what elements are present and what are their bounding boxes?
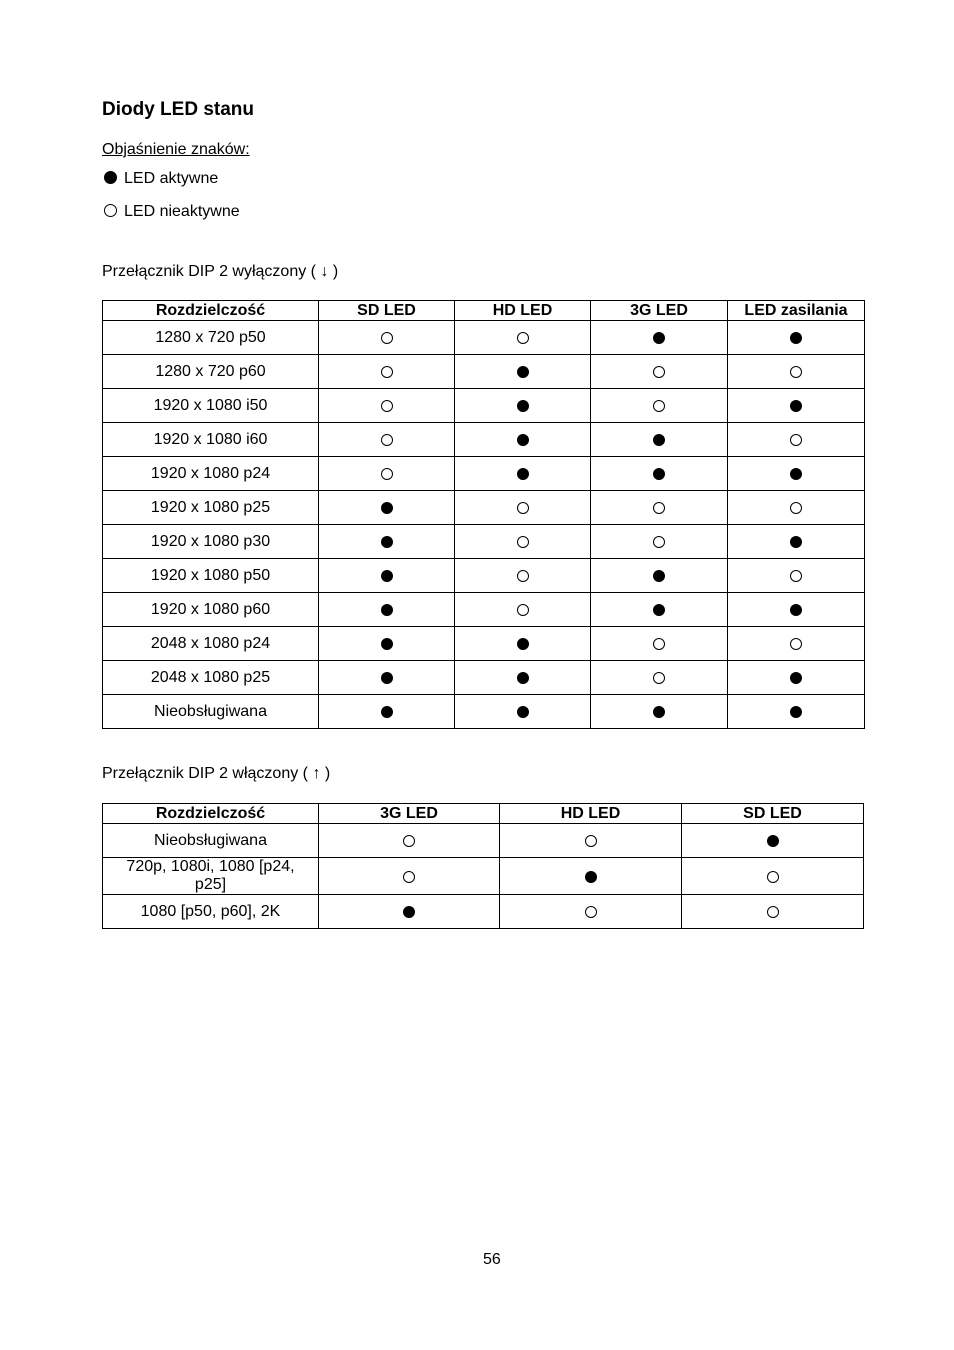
led-off-icon	[381, 366, 393, 378]
led-off-icon	[381, 400, 393, 412]
table-head	[103, 804, 864, 824]
table-body	[103, 321, 865, 729]
led-cell	[591, 355, 728, 389]
led-off-icon	[790, 502, 802, 514]
led-on-icon	[767, 835, 779, 847]
led-cell	[728, 627, 865, 661]
led-on-icon	[381, 502, 393, 514]
led-off-icon	[790, 434, 802, 446]
led-cell	[319, 824, 500, 858]
legend-label: LED aktywne	[124, 170, 219, 187]
led-cell	[682, 824, 864, 858]
resolution-cell: 1080 [p50, p60], 2K	[103, 895, 319, 929]
led-off-icon	[381, 468, 393, 480]
led-cell	[319, 491, 455, 525]
resolution-cell: 1280 x 720 p50	[103, 321, 319, 355]
led-cell	[591, 321, 728, 355]
led-off-icon	[517, 536, 529, 548]
led-cell	[728, 695, 865, 729]
table-caption-dip-on: Przełącznik DIP 2 włączony ( ↑ )	[102, 765, 331, 782]
led-on-icon	[653, 604, 665, 616]
resolution-cell: 1920 x 1080 p24	[103, 457, 319, 491]
resolution-cell: Nieobsługiwana	[103, 824, 319, 858]
led-off-icon	[653, 536, 665, 548]
led-cell	[500, 858, 682, 895]
led-cell	[455, 457, 591, 491]
led-cell	[319, 457, 455, 491]
led-cell	[728, 491, 865, 525]
column-header-resolution: Rozdzielczość	[103, 804, 319, 824]
table-row	[103, 695, 865, 729]
led-cell	[455, 593, 591, 627]
led-off-icon	[517, 570, 529, 582]
led-cell	[591, 593, 728, 627]
led-off-icon	[517, 502, 529, 514]
led-on-icon	[381, 536, 393, 548]
led-cell	[728, 525, 865, 559]
led-on-icon	[517, 366, 529, 378]
led-on-icon	[585, 871, 597, 883]
led-cell	[591, 661, 728, 695]
led-cell	[319, 389, 455, 423]
led-cell	[682, 858, 864, 895]
led-off-icon	[653, 366, 665, 378]
led-cell	[455, 525, 591, 559]
led-cell	[319, 661, 455, 695]
led-cell	[591, 389, 728, 423]
led-off-icon	[653, 638, 665, 650]
led-on-icon	[653, 468, 665, 480]
led-on-icon	[517, 434, 529, 446]
led-cell	[500, 895, 682, 929]
led-off-icon	[381, 332, 393, 344]
led-cell	[591, 695, 728, 729]
led-table-dip-on	[102, 803, 864, 929]
table-row	[103, 661, 865, 695]
resolution-cell: Nieobsługiwana	[103, 695, 319, 729]
led-on-icon	[517, 672, 529, 684]
led-on-icon	[381, 638, 393, 650]
led-on-icon	[653, 706, 665, 718]
led-on-icon	[653, 332, 665, 344]
led-on-icon	[517, 468, 529, 480]
legend-item-active	[104, 170, 218, 188]
led-off-icon	[403, 835, 415, 847]
led-on-icon	[381, 570, 393, 582]
led-cell	[591, 559, 728, 593]
led-cell	[728, 321, 865, 355]
led-on-icon	[381, 706, 393, 718]
led-cell	[319, 627, 455, 661]
column-header-led: LED zasilania	[728, 301, 865, 321]
led-off-icon	[653, 672, 665, 684]
led-cell	[728, 661, 865, 695]
table-row	[103, 321, 865, 355]
column-header-led: 3G LED	[319, 804, 500, 824]
column-header-led: HD LED	[500, 804, 682, 824]
led-on-icon	[790, 672, 802, 684]
led-on-icon	[653, 570, 665, 582]
resolution-cell: 1280 x 720 p60	[103, 355, 319, 389]
led-on-icon	[381, 672, 393, 684]
resolution-cell: 1920 x 1080 p60	[103, 593, 319, 627]
column-header-led: SD LED	[682, 804, 864, 824]
led-on-icon	[403, 906, 415, 918]
led-on-icon	[653, 434, 665, 446]
led-off-icon	[585, 835, 597, 847]
table-header-row	[103, 301, 865, 321]
table-row	[103, 559, 865, 593]
column-header-led: HD LED	[455, 301, 591, 321]
led-on-icon	[381, 604, 393, 616]
table-caption-dip-off: Przełącznik DIP 2 wyłączony ( ↓ )	[102, 263, 339, 280]
led-cell	[591, 423, 728, 457]
led-active-icon	[104, 171, 117, 184]
led-off-icon	[790, 366, 802, 378]
resolution-cell: 720p, 1080i, 1080 [p24, p25]	[103, 858, 319, 895]
led-off-icon	[381, 434, 393, 446]
led-cell	[455, 355, 591, 389]
led-cell	[728, 389, 865, 423]
led-cell	[319, 858, 500, 895]
led-on-icon	[790, 604, 802, 616]
led-off-icon	[517, 604, 529, 616]
led-inactive-icon	[104, 204, 117, 217]
led-on-icon	[517, 638, 529, 650]
led-cell	[455, 321, 591, 355]
led-cell	[455, 491, 591, 525]
table-row	[103, 457, 865, 491]
resolution-cell: 1920 x 1080 i50	[103, 389, 319, 423]
table-header-row	[103, 804, 864, 824]
led-cell	[319, 321, 455, 355]
led-off-icon	[653, 400, 665, 412]
resolution-cell: 2048 x 1080 p24	[103, 627, 319, 661]
table-row	[103, 525, 865, 559]
led-cell	[591, 627, 728, 661]
resolution-cell: 1920 x 1080 p25	[103, 491, 319, 525]
led-off-icon	[403, 871, 415, 883]
resolution-cell: 1920 x 1080 p30	[103, 525, 319, 559]
led-cell	[455, 695, 591, 729]
led-off-icon	[767, 871, 779, 883]
page-title: Diody LED stanu	[102, 99, 255, 120]
table-row	[103, 389, 865, 423]
led-cell	[500, 824, 682, 858]
led-cell	[455, 423, 591, 457]
led-cell	[319, 525, 455, 559]
led-cell	[591, 457, 728, 491]
led-cell	[455, 627, 591, 661]
led-cell	[319, 423, 455, 457]
page-number: 56	[483, 1251, 501, 1268]
table-row	[103, 355, 865, 389]
column-header-led: SD LED	[319, 301, 455, 321]
led-cell	[319, 895, 500, 929]
led-cell	[728, 559, 865, 593]
table-head	[103, 301, 865, 321]
led-on-icon	[790, 332, 802, 344]
table-row	[103, 627, 865, 661]
legend-heading: Objaśnienie znaków:	[102, 141, 250, 158]
table-row	[103, 423, 865, 457]
led-cell	[319, 695, 455, 729]
resolution-cell: 1920 x 1080 p50	[103, 559, 319, 593]
led-off-icon	[653, 502, 665, 514]
led-off-icon	[790, 570, 802, 582]
led-on-icon	[790, 468, 802, 480]
led-on-icon	[790, 400, 802, 412]
led-on-icon	[790, 536, 802, 548]
column-header-resolution: Rozdzielczość	[103, 301, 319, 321]
table-row	[103, 895, 864, 929]
led-cell	[319, 559, 455, 593]
resolution-cell: 2048 x 1080 p25	[103, 661, 319, 695]
led-off-icon	[790, 638, 802, 650]
led-cell	[591, 525, 728, 559]
legend-item-inactive	[104, 203, 240, 221]
led-cell	[319, 593, 455, 627]
legend-label: LED nieaktywne	[124, 203, 240, 220]
led-on-icon	[790, 706, 802, 718]
resolution-cell: 1920 x 1080 i60	[103, 423, 319, 457]
led-cell	[728, 593, 865, 627]
led-on-icon	[517, 706, 529, 718]
led-cell	[455, 661, 591, 695]
led-cell	[455, 559, 591, 593]
led-off-icon	[517, 332, 529, 344]
led-cell	[728, 355, 865, 389]
led-table-dip-off	[102, 300, 865, 729]
table-row	[103, 491, 865, 525]
led-cell	[728, 423, 865, 457]
table-body	[103, 824, 864, 929]
table-row	[103, 858, 864, 895]
led-cell	[455, 389, 591, 423]
led-cell	[728, 457, 865, 491]
led-cell	[591, 491, 728, 525]
led-on-icon	[517, 400, 529, 412]
column-header-led: 3G LED	[591, 301, 728, 321]
table-row	[103, 824, 864, 858]
led-off-icon	[585, 906, 597, 918]
led-cell	[319, 355, 455, 389]
table-row	[103, 593, 865, 627]
led-cell	[682, 895, 864, 929]
led-off-icon	[767, 906, 779, 918]
